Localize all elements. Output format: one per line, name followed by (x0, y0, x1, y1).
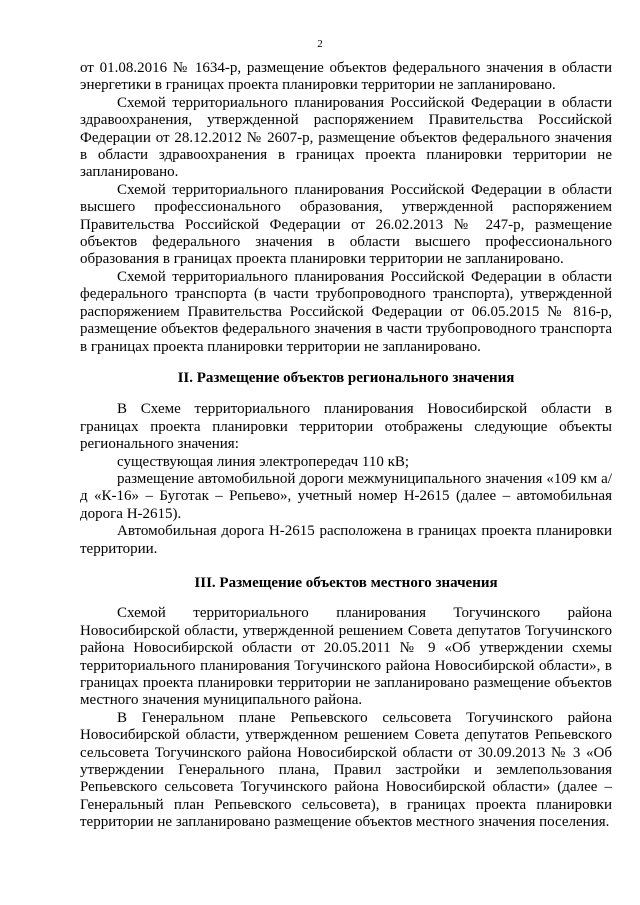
section-heading: III. Размещение объектов местного значения (194, 574, 498, 591)
paragraph: существующая линия электропередач 110 кВ; (117, 453, 410, 470)
document-body (80, 60, 612, 832)
spacer (80, 558, 612, 575)
paragraph: размещение автомобильной дороги межмуниципального значения «109 км а/д «К-16» – Буготак – Репьево», учетный номер Н-2615 (далее – автомобильная дорога Н-2615). (80, 470, 612, 522)
spacer (80, 356, 612, 370)
paragraph: Схемой территориального планирования Российской Федерации в области федерального транспорта (в части трубопроводного транспорта), утвержденной распоряжением Правительства Российской Федерации от 06.05.2015 № 816-р, размещение объектов федерального значения в части трубопроводного транспорта в границах проекта планировки территории не запланировано. (80, 268, 612, 355)
page-number: 2 (317, 38, 323, 50)
spacer (80, 592, 612, 605)
section-heading: II. Размещение объектов регионального значения (177, 369, 515, 386)
paragraph: от 01.08.2016 № 1634-р, размещение объектов федерального значения в области энергетики в границах проекта планировки территории не запланировано. (80, 60, 612, 94)
paragraph: В Схеме территориального планирования Новосибирской области в границах проекта планировки территории отображены следующие объекты регионального значения: (80, 401, 612, 453)
spacer (80, 387, 612, 401)
paragraph: В Генеральном плане Репьевского сельсовета Тогучинского района Новосибирской области, утвержденном решением Совета депутатов Репьевского сельсовета Тогучинского района Новосибирской области от 30.09.2013 № 3 «Об утверждении Генерального плана, Правил застройки и землепользования Репьевского сельсовета Тогучинского района Новосибирской области» (далее – Генеральный план Репьевского сельсовета), в границах проекта планировки территории не запланировано размещение объектов местного значения поселения. (80, 709, 612, 831)
paragraph: Автомобильная дорога Н-2615 расположена в границах проекта планировки территории. (80, 523, 612, 557)
paragraph: Схемой территориального планирования Тогучинского района Новосибирской области, утвержденной решением Совета депутатов Тогучинского района Новосибирской области от 20.05.2011 № 9 «Об утверждении схемы территориального планирования Тогучинского района Новосибирской области», в границах проекта планировки территории не запланировано размещение объектов местного значения муниципального района. (80, 605, 612, 709)
paragraph: Схемой территориального планирования Российской Федерации в области высшего профессионального образования, утвержденной распоряжением Правительства Российской Федерации от 26.02.2013 № 247-р, размещение объектов федерального значения в области высшего профессионального образования в границах проекта планировки территории не запланировано. (80, 181, 612, 268)
paragraph: Схемой территориального планирования Российской Федерации в области здравоохранения, утвержденной распоряжением Правительства Российской Федерации от 28.12.2012 № 2607-р, размещение объектов федерального значения в области здравоохранения в границах проекта планировки территории не запланировано. (80, 94, 612, 181)
